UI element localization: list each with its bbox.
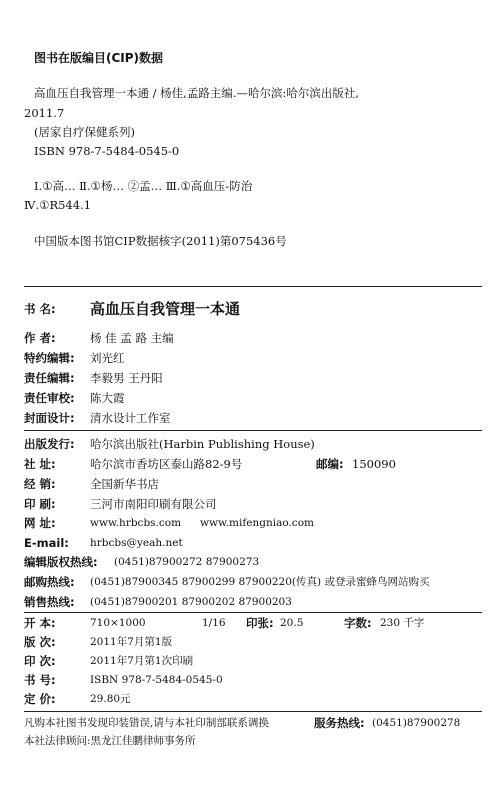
cip-line-date: 2011.7 [24,106,65,120]
editor: 李毅男 王丹阳 [90,371,163,385]
cip-line-clc: Ⅳ.①R544.1 [24,198,92,212]
publisher: 哈尔滨出版社(Harbin Publishing House) [90,437,315,451]
service-hotline: (0451)87900278 [372,717,461,729]
mail-order-label: 邮购热线: [24,575,75,589]
words-label: 字数: [344,616,372,630]
error-notice: 凡购本社图书发现印装错误,请与本社印制部联系调换 [24,717,269,729]
postcode: 150090 [352,457,396,471]
special-editor: 刘光红 [90,351,125,365]
distributor: 全国新华书店 [90,477,159,491]
author-label: 作 者: [24,331,56,345]
postcode-label: 邮编: [316,457,344,471]
sheet-size: 1/16 [202,617,226,629]
isbn: ISBN 978-7-5484-0545-0 [90,674,223,686]
sheets: 20.5 [280,617,304,629]
legal-counsel: 本社法律顾问:黑龙江佳鹏律师事务所 [24,735,196,747]
printer: 三河市南阳印刷有限公司 [90,497,217,511]
email-link[interactable]: hrbcbs@yeah.net [90,537,183,549]
printing: 2011年7月第1次印刷 [90,655,194,667]
edition: 2011年7月第1版 [90,636,173,648]
printing-label: 印 次: [24,654,56,668]
address-label: 社 址: [24,457,56,471]
cip-line-isbn: ISBN 978-7-5484-0545-0 [34,144,180,158]
copyright-hotline: (0451)87900272 87900273 [114,556,260,568]
divider [24,286,482,287]
divider [24,711,482,712]
sales-hotline: (0451)87900201 87900202 87900203 [90,596,292,608]
cip-line-record: 中国版本图书馆CIP数据核字(2011)第075436号 [34,234,287,248]
price-label: 定 价: [24,692,56,706]
mail-order: (0451)87900345 87900299 87900220(传真) 或登录蜜蜂鸟网站购买 [90,576,430,588]
website-link[interactable]: www.hrbcbs.com [90,517,182,529]
service-hotline-label: 服务热线: [314,716,365,730]
format-label: 开 本: [24,616,56,630]
edition-label: 版 次: [24,635,56,649]
issue-label: 出版发行: [24,437,75,451]
cip-line-classification: Ⅰ.①高… Ⅱ.①杨… ②孟… Ⅲ.①高血压-防治 [34,179,253,193]
cover-label: 封面设计: [24,411,75,425]
email-label: E-mail: [24,536,69,550]
web-label: 网 址: [24,516,56,530]
website-link[interactable]: www.mifengniao.com [200,517,314,529]
printer-label: 印 刷: [24,497,56,511]
distributor-label: 经 销: [24,477,56,491]
words: 230 千字 [380,617,425,629]
author: 杨 佳 孟 路 主编 [90,331,174,345]
special-editor-label: 特约编辑: [24,351,75,365]
divider [24,612,482,613]
cover-designer: 清水设计工作室 [90,411,171,425]
sheets-label: 印张: [246,616,274,630]
divider [24,430,482,431]
isbn-label: 书 号: [24,673,56,687]
cip-header: 图书在版编目(CIP)数据 [34,51,164,65]
reviewer-label: 责任审校: [24,391,75,405]
address: 哈尔滨市香坊区泰山路82-9号 [90,457,243,471]
sales-label: 销售热线: [24,595,75,609]
cip-line-title: 高血压自我管理一本通 / 杨佳,孟路主编.—哈尔滨:哈尔滨出版社, [34,86,360,100]
reviewer: 陈大霞 [90,391,125,405]
editor-label: 责任编辑: [24,371,75,385]
format: 710×1000 [90,617,146,629]
cip-line-series: (居家自疗保健系列) [34,125,135,139]
price: 29.80元 [90,693,131,705]
title-label: 书 名: [24,302,56,316]
copyright-hotline-label: 编辑版权热线: [24,555,98,569]
book-title: 高血压自我管理一本通 [90,300,241,318]
